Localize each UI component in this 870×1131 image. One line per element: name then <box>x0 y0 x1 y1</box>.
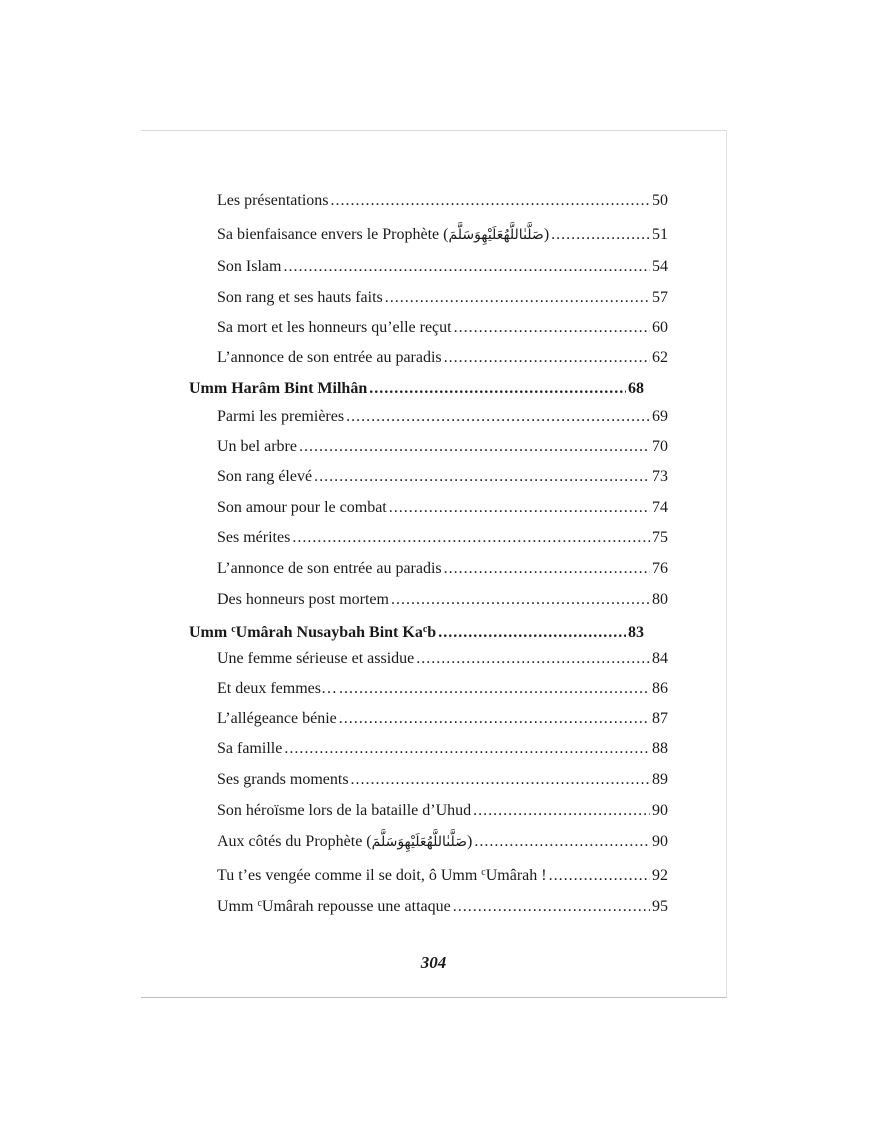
toc-entry <box>217 861 668 885</box>
toc-page-number: 69 <box>652 408 668 425</box>
ayn-superscript: c <box>231 624 236 635</box>
toc-page-number: 68 <box>628 380 644 397</box>
dot-leader <box>331 189 650 213</box>
toc-page-number: 86 <box>652 680 668 697</box>
toc-entry-title: Son Islam <box>217 258 282 275</box>
toc-entry-title: L’annonce de son entrée au paradis <box>217 349 442 366</box>
toc-entry <box>217 557 668 581</box>
toc-entry <box>217 346 668 370</box>
toc-page-number: 57 <box>652 289 668 306</box>
toc-entry-title: Et deux femmes… <box>217 680 337 697</box>
toc-page-number: 76 <box>652 560 668 577</box>
dot-leader <box>314 465 650 489</box>
toc-entry <box>217 892 668 916</box>
toc-entry <box>217 255 668 279</box>
toc-entry-title: Aux côtés du Prophète (صَلَّىٰاللَّهُعَلَيْهِوَسَلَّمَ) <box>217 830 472 854</box>
dot-leader <box>454 316 650 340</box>
toc-entry-title: Parmi les premières <box>217 408 345 425</box>
toc-entry <box>217 189 668 213</box>
toc-page-number: 62 <box>652 349 668 366</box>
toc-entry-title: Une femme sérieuse et assidue <box>217 650 415 667</box>
toc-page-number: 60 <box>652 319 668 336</box>
table-of-contents <box>141 131 726 997</box>
toc-entry-title: Les présentations <box>217 192 329 209</box>
dot-leader <box>389 496 650 520</box>
toc-page-number: 73 <box>652 468 668 485</box>
toc-entry-title: Sa bienfaisance envers le Prophète (صَلَّىٰاللَّهُعَلَيْهِوَسَلَّمَ) <box>217 223 549 247</box>
toc-entry-title: Tu t’es vengée comme il se doit, ô Umm $^c$Umârah ! <box>217 867 547 884</box>
dot-leader <box>351 768 650 792</box>
toc-page-number: 83 <box>628 624 644 641</box>
dot-leader <box>391 588 650 612</box>
dot-leader <box>369 377 626 401</box>
toc-entry-title: Sa famille <box>217 740 283 757</box>
toc-page-number: 84 <box>652 650 668 667</box>
arabic-honorific-text: صَلَّىٰاللَّهُعَلَيْهِوَسَلَّمَ <box>448 227 544 243</box>
toc-entry <box>217 435 668 459</box>
toc-entry-title: Sa mort et les honneurs qu’elle reçut <box>217 319 452 336</box>
toc-page-number: 54 <box>652 258 668 275</box>
toc-entry <box>217 405 668 429</box>
toc-page-number: 90 <box>652 833 668 850</box>
toc-page-number: 75 <box>652 529 668 546</box>
toc-page-number: 80 <box>652 591 668 608</box>
toc-section-heading <box>189 377 644 401</box>
dot-leader <box>438 621 626 645</box>
dot-leader <box>299 435 650 459</box>
toc-page-number: 50 <box>652 192 668 209</box>
dot-leader <box>551 223 650 247</box>
dot-leader <box>292 526 650 550</box>
toc-section-heading <box>189 618 644 642</box>
toc-entry-title: Son héroïsme lors de la bataille d’Uhud <box>217 802 472 819</box>
ayn-superscript: c <box>257 898 262 909</box>
toc-entry <box>217 707 668 731</box>
toc-entry <box>217 286 668 310</box>
toc-entry-title: Ses grands moments <box>217 771 349 788</box>
page-folio-number: 304 <box>420 953 447 972</box>
dot-leader <box>444 346 650 370</box>
toc-page-number: 74 <box>652 499 668 516</box>
toc-page-number: 89 <box>652 771 668 788</box>
toc-entry-title: Son rang et ses hauts faits <box>217 289 383 306</box>
toc-entry-title: L’annonce de son entrée au paradis <box>217 560 442 577</box>
toc-page-number: 88 <box>652 740 668 757</box>
toc-entry-title: Ses mérites <box>217 529 291 546</box>
toc-entry-title: Son amour pour le combat <box>217 499 387 516</box>
toc-entry <box>217 677 668 701</box>
dot-leader <box>549 864 650 888</box>
toc-entry <box>217 465 668 489</box>
toc-entry <box>217 830 668 854</box>
toc-entry-title: Un bel arbre <box>217 438 297 455</box>
toc-entry <box>217 799 668 823</box>
dot-leader <box>346 405 650 429</box>
toc-entry <box>217 588 668 612</box>
toc-entry <box>217 223 668 247</box>
toc-page-number: 51 <box>652 226 668 243</box>
toc-page-number: 90 <box>652 802 668 819</box>
toc-entry-title: Son rang élevé <box>217 468 313 485</box>
toc-entry-title: L’allégeance bénie <box>217 710 337 727</box>
toc-entry-title: Umm $^c$Umârah repousse une attaque <box>217 898 451 915</box>
toc-entry <box>217 647 668 671</box>
toc-section-title: Umm $^c$Umârah Nusaybah Bint Ka$^c$b <box>189 624 437 641</box>
toc-page-number: 87 <box>652 710 668 727</box>
dot-leader <box>339 707 650 731</box>
dot-leader <box>339 677 650 701</box>
toc-page-number: 92 <box>652 867 668 884</box>
toc-page-number: 70 <box>652 438 668 455</box>
dot-leader <box>453 895 650 919</box>
dot-leader <box>474 830 650 854</box>
ayn-superscript: c <box>481 867 486 878</box>
arabic-honorific-text: صَلَّىٰاللَّهُعَلَيْهِوَسَلَّمَ <box>371 834 467 850</box>
toc-entry <box>217 526 668 550</box>
dot-leader <box>283 255 650 279</box>
toc-entry <box>217 768 668 792</box>
dot-leader <box>473 799 650 823</box>
book-page <box>141 130 727 998</box>
toc-entry <box>217 496 668 520</box>
ayn-superscript: c <box>422 624 428 635</box>
dot-leader <box>416 647 650 671</box>
dot-leader <box>284 737 650 761</box>
dot-leader <box>385 286 650 310</box>
toc-entry-title: Des honneurs post mortem <box>217 591 389 608</box>
toc-entry <box>217 316 668 340</box>
dot-leader <box>444 557 650 581</box>
toc-section-title: Umm Harâm Bint Milhân <box>189 380 368 397</box>
toc-entry <box>217 737 668 761</box>
toc-page-number: 95 <box>652 898 668 915</box>
